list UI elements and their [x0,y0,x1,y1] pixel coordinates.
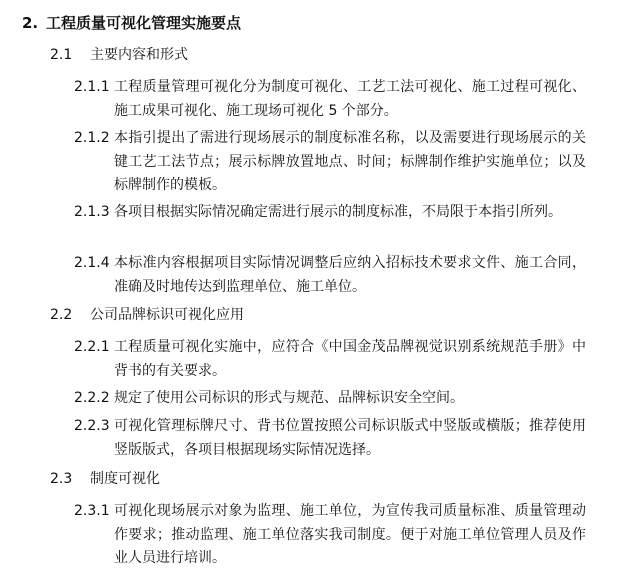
subsection-number: 2.2 [50,307,73,323]
subsection-title: 公司品牌标识可视化应用 [90,307,244,323]
subsection-title: 主要内容和形式 [90,47,188,63]
subsection-heading-2-3 [50,468,160,490]
clause-number: 2.1.2 [74,130,110,146]
clause-2-2-2 [74,387,586,411]
clause-text: 可视化管理标牌尺寸、背书位置按照公司标识版式中竖版或横版；推荐使用竖版版式，各项目根据现场实际情况选择。 [114,418,586,458]
section-number: 2. [22,14,39,32]
clause-text: 各项目根据实际情况确定需进行展示的制度标准，不局限于本指引所列。 [114,204,562,220]
subsection-number: 2.3 [50,471,73,487]
clause-number: 2.1.3 [74,204,110,220]
clause-number: 2.1.1 [74,79,110,95]
clause-2-2-1 [74,336,586,383]
subsection-number: 2.1 [50,47,73,63]
clause-2-1-1 [74,76,586,123]
clause-text: 工程质量可视化实施中，应符合《中国金茂品牌视觉识别系统规范手册》中背书的有关要求。 [114,339,586,379]
clause-number: 2.3.1 [74,503,110,519]
clause-2-2-3 [74,415,586,462]
subsection-heading-2-1 [50,44,188,66]
clause-text: 本标准内容根据项目实际情况调整后应纳入招标技术要求文件、施工合同，准确及时地传达到监理单位、施工单位。 [114,255,586,295]
clause-2-1-4 [74,252,586,299]
clause-number: 2.2.2 [74,390,110,406]
clause-2-1-3 [74,201,586,225]
clause-2-1-2 [74,127,586,198]
clause-number: 2.2.3 [74,418,110,434]
clause-text: 工程质量管理可视化分为制度可视化、工艺工法可视化、施工过程可视化、施工成果可视化、施工现场可视化 5 个部分。 [114,79,586,119]
clause-text: 本指引提出了需进行现场展示的制度标准名称，以及需要进行现场展示的关键工艺工法节点；展示标牌放置地点、时间；标牌制作维护实施单位；以及标牌制作的模板。 [114,130,586,193]
clause-number: 2.2.1 [74,339,110,355]
section-heading [22,12,241,34]
clause-text: 规定了使用公司标识的形式与规范、品牌标识安全空间。 [114,390,464,406]
subsection-title: 制度可视化 [90,471,160,487]
section-title: 工程质量可视化管理实施要点 [46,14,242,32]
clause-2-3-1 [74,500,586,571]
subsection-heading-2-2 [50,304,244,326]
clause-text: 可视化现场展示对象为监理、施工单位，为宣传我司质量标准、质量管理动作要求；推动监理、施工单位落实我司制度。便于对施工单位管理人员及作业人员进行培训。 [114,503,586,566]
clause-number: 2.1.4 [74,255,110,271]
